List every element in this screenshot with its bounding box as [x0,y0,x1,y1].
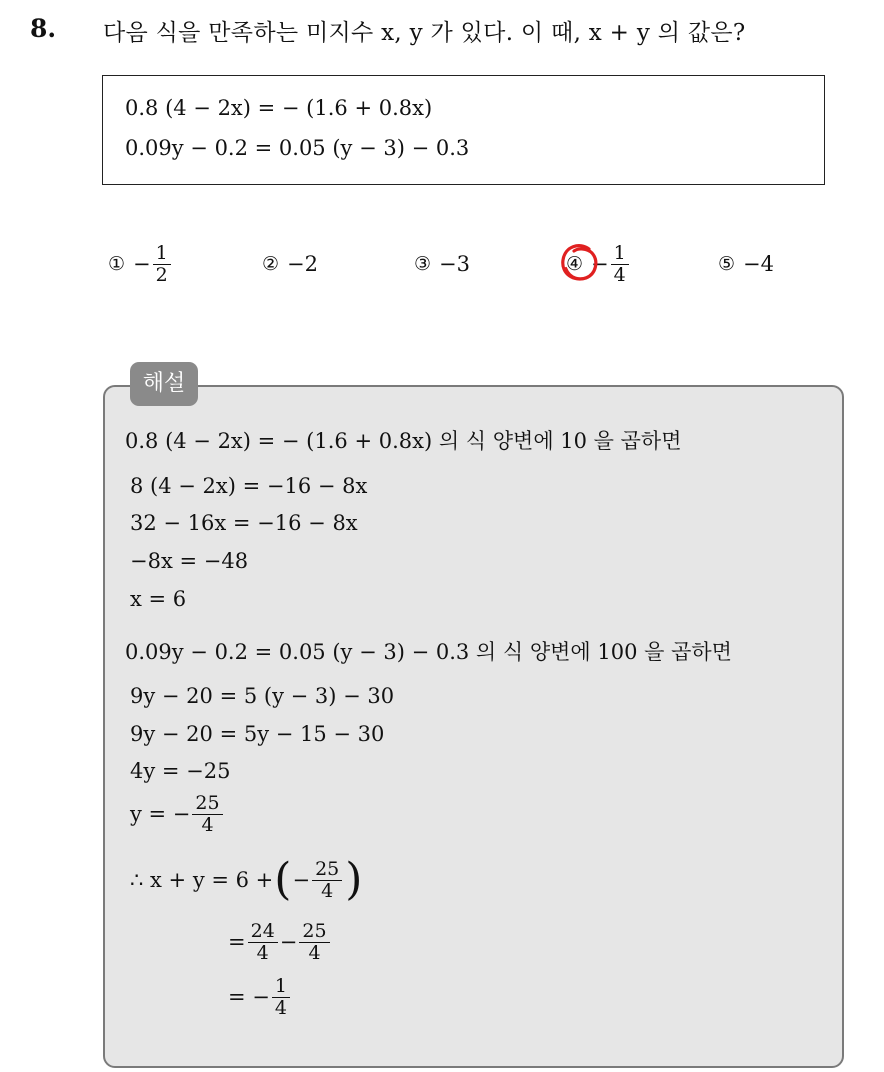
solution-line-6: 0.09y − 0.2 = 0.05 (y − 3) − 0.3 의 식 양변에 100 을 곱하면 [125,640,732,664]
option-5[interactable] [718,236,774,292]
therefore-fraction [312,859,342,902]
given-equations-box [102,75,825,185]
step3-fraction [272,976,290,1019]
given-equation-1: 0.8 (4 − 2x) = − (1.6 + 0.8x) [125,96,433,120]
fraction-numerator: 1 [274,975,287,997]
solution-label: 해설 [130,362,198,406]
solution-step-3 [228,976,292,1019]
option-3-value: −3 [439,252,471,276]
right-paren: ) [345,854,363,905]
fraction-numerator: 24 [250,920,275,942]
y-result-lhs: y = − [130,802,191,827]
left-paren: ( [274,854,292,905]
option-4-number [566,253,583,275]
fraction-denominator: 4 [613,263,626,286]
step2-eq: = [228,930,246,955]
fraction-denominator: 4 [274,996,287,1019]
question-text: 다음 식을 만족하는 미지수 x, y 가 있다. 이 때, x + y 의 값은? [103,20,746,46]
solution-line-8: 9y − 20 = 5y − 15 − 30 [130,722,385,746]
option-1[interactable] [108,236,173,292]
option-4-fraction [611,243,629,286]
option-4-number-text: ④ [566,253,584,275]
option-4[interactable] [566,236,631,292]
fraction-denominator: 4 [308,941,321,964]
option-1-sign: − [133,252,151,276]
solution-line-7: 9y − 20 = 5 (y − 3) − 30 [130,684,395,708]
solution-therefore-line [130,854,363,905]
fraction-numerator: 25 [315,857,340,880]
question-number: 8. [30,14,57,43]
fraction-numerator: 1 [155,241,168,264]
solution-line-2: 8 (4 − 2x) = −16 − 8x [130,474,368,498]
fraction-denominator: 4 [321,879,334,902]
option-3-number: ③ [414,253,432,275]
step3-eq: = − [228,985,270,1010]
fraction-denominator: 4 [201,813,214,836]
step2-op: − [279,930,298,955]
solution-line-1: 0.8 (4 − 2x) = − (1.6 + 0.8x) 의 식 양변에 10 을 곱하면 [125,429,682,453]
solution-y-result [130,793,225,836]
fraction-numerator: 25 [302,920,327,942]
option-5-value: −4 [743,252,775,276]
fraction-denominator: 4 [256,941,269,964]
solution-line-4: −8x = −48 [130,549,249,573]
step2-fraction-2 [299,921,329,964]
therefore-sign: − [292,868,311,892]
fraction-numerator: 1 [613,241,626,264]
fraction-denominator: 2 [155,263,168,286]
given-equation-2: 0.09y − 0.2 = 0.05 (y − 3) − 0.3 [125,136,470,160]
fraction-numerator: 25 [195,792,220,814]
step2-fraction-1 [248,921,278,964]
option-1-fraction [153,243,171,286]
option-2[interactable] [262,236,318,292]
option-5-number: ⑤ [718,253,736,275]
solution-line-3: 32 − 16x = −16 − 8x [130,511,358,535]
therefore-lhs: ∴ x + y = 6 + [130,868,274,892]
solution-line-9: 4y = −25 [130,759,231,783]
option-4-sign: − [591,252,609,276]
option-2-number: ② [262,253,280,275]
option-3[interactable] [414,236,470,292]
solution-line-5: x = 6 [130,587,187,611]
solution-step-2 [228,921,332,964]
option-1-number: ① [108,253,126,275]
option-2-value: −2 [287,252,319,276]
y-result-fraction [192,793,222,836]
